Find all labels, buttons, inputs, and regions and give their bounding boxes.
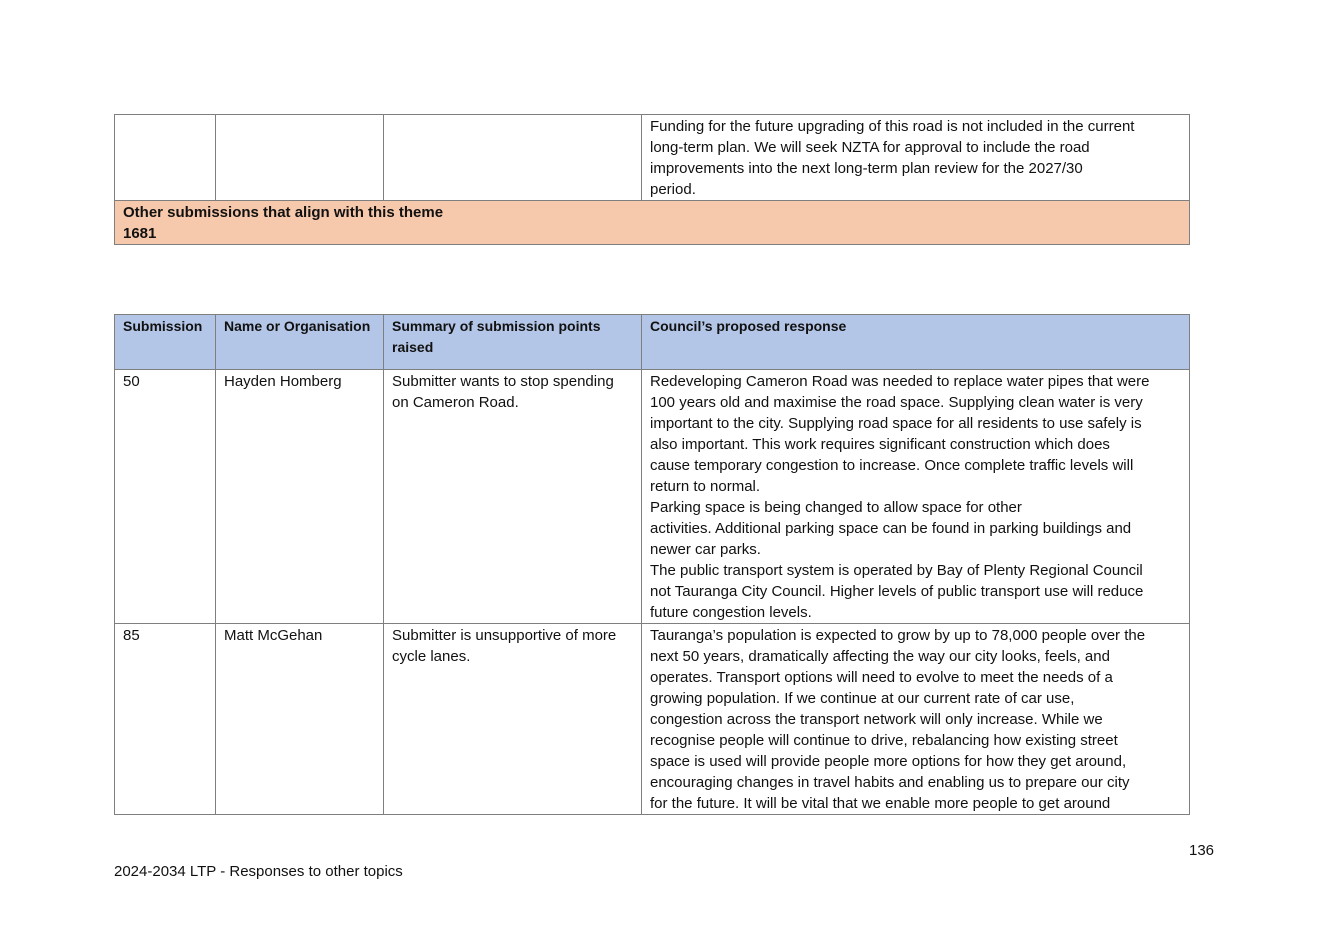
response-line: improvements into the next long-term plan review for the 2027/30 xyxy=(650,160,1083,177)
theme-submissions: 1681 xyxy=(123,225,157,242)
header-name: Name or Organisation xyxy=(216,315,384,370)
summary-cell: Submitter wants to stop spending on Cameron Road. xyxy=(384,370,642,624)
response-cell xyxy=(642,370,1190,624)
response-line: cause temporary congestion to increase. Once complete traffic levels will xyxy=(650,457,1134,474)
response-line: newer car parks. xyxy=(650,541,761,558)
response-line: The public transport system is operated by Bay of Plenty Regional Council xyxy=(650,562,1143,579)
response-line: Redeveloping Cameron Road was needed to replace water pipes that were xyxy=(650,373,1150,390)
submission-cell: 50 xyxy=(115,370,216,624)
response-line: growing population. If we continue at our current rate of car use, xyxy=(650,690,1075,707)
response-line: Funding for the future upgrading of this road is not included in the current xyxy=(650,118,1135,135)
summary-cell xyxy=(384,115,642,201)
submission-cell xyxy=(115,115,216,201)
response-line: 100 years old and maximise the road space. Supplying clean water is very xyxy=(650,394,1143,411)
response-line: long-term plan. We will seek NZTA for approval to include the road xyxy=(650,139,1090,156)
header-summary: Summary of submission points raised xyxy=(384,315,642,370)
summary-cell: Submitter is unsupportive of more cycle lanes. xyxy=(384,624,642,815)
response-line: Parking space is being changed to allow space for other xyxy=(650,499,1022,516)
header-response: Council’s proposed response xyxy=(642,315,1190,370)
name-cell xyxy=(216,115,384,201)
name-cell: Hayden Homberg xyxy=(216,370,384,624)
response-line: space is used will provide people more options for how they get around, xyxy=(650,753,1127,770)
response-line: important to the city. Supplying road space for all residents to use safely is xyxy=(650,415,1142,432)
page-number: 136 xyxy=(1189,842,1215,859)
response-line: also important. This work requires significant construction which does xyxy=(650,436,1110,453)
response-line: period. xyxy=(650,181,696,198)
response-line: activities. Additional parking space can be found in parking buildings and xyxy=(650,520,1132,537)
name-cell: Matt McGehan xyxy=(216,624,384,815)
response-line: operates. Transport options will need to evolve to meet the needs of a xyxy=(650,669,1113,686)
response-line: encouraging changes in travel habits and enabling us to prepare our city xyxy=(650,774,1130,791)
response-line: next 50 years, dramatically affecting the way our city looks, feels, and xyxy=(650,648,1110,665)
continuation-table xyxy=(114,114,1190,245)
header-row xyxy=(115,315,1190,370)
response-line: for the future. It will be vital that we enable more people to get around xyxy=(650,795,1111,812)
response-line: congestion across the transport network will only increase. While we xyxy=(650,711,1103,728)
response-line: Tauranga’s population is expected to grow by up to 78,000 people over the xyxy=(650,627,1146,644)
theme-heading: Other submissions that align with this theme xyxy=(123,204,444,221)
submission-cell: 85 xyxy=(115,624,216,815)
response-line: recognise people will continue to drive, rebalancing how existing street xyxy=(650,732,1118,749)
submissions-table xyxy=(114,314,1190,815)
response-line: return to normal. xyxy=(650,478,761,495)
table-row xyxy=(115,115,1190,201)
table-row xyxy=(115,624,1190,815)
footer-document-title: 2024-2034 LTP - Responses to other topics xyxy=(114,863,403,880)
response-line: future congestion levels. xyxy=(650,604,812,621)
response-cell xyxy=(642,624,1190,815)
table-row xyxy=(115,370,1190,624)
response-line: not Tauranga City Council. Higher levels of public transport use will reduce xyxy=(650,583,1144,600)
response-cell xyxy=(642,115,1190,201)
theme-cell xyxy=(115,201,1190,245)
theme-row xyxy=(115,201,1190,245)
header-submission: Submission xyxy=(115,315,216,370)
